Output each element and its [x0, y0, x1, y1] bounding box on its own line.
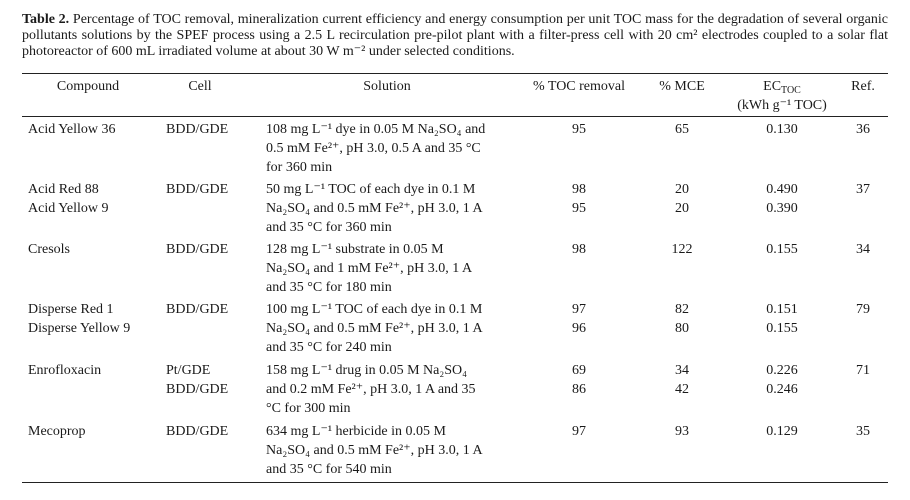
cell-type: BDD/GDE — [166, 424, 229, 439]
reference: 34 — [856, 242, 870, 257]
header-ref: Ref. — [851, 79, 875, 94]
mce: 82 — [675, 302, 689, 317]
solution-line: and 35 °C for 240 min — [266, 340, 392, 355]
header-toc-removal: % TOC removal — [532, 79, 626, 94]
solution-line: 0.5 mM Fe²⁺, pH 3.0, 0.5 A and 35 °C — [266, 141, 481, 156]
compound: Disperse Red 1 — [28, 302, 114, 317]
header-solution: Solution — [363, 79, 411, 94]
solution-line: °C for 300 min — [266, 401, 351, 416]
solution-line: Na₂SO₄ and 0.5 mM Fe²⁺, pH 3.0, 1 A — [266, 201, 483, 216]
solution-line: 108 mg L⁻¹ dye in 0.05 M Na₂SO₄ and — [266, 122, 486, 137]
ec-toc: 0.390 — [766, 201, 798, 216]
ec-toc: 0.490 — [766, 182, 798, 197]
header-rule — [22, 116, 888, 117]
solution-line: for 360 min — [266, 160, 333, 175]
toc-removal: 96 — [572, 321, 586, 336]
solution-line: and 35 °C for 360 min — [266, 220, 392, 235]
reference: 79 — [856, 302, 870, 317]
table-label: Table 2. — [22, 12, 70, 27]
mce: 122 — [671, 242, 693, 257]
toc-removal: 95 — [572, 201, 586, 216]
cell-type: BDD/GDE — [166, 122, 229, 137]
mce: 20 — [675, 182, 689, 197]
ec-toc: 0.129 — [766, 424, 798, 439]
reference: 71 — [856, 363, 870, 378]
compound: Acid Yellow 9 — [28, 201, 109, 216]
reference: 35 — [856, 424, 870, 439]
cell-type: BDD/GDE — [166, 302, 229, 317]
top-rule — [22, 73, 888, 74]
mce: 65 — [675, 122, 689, 137]
table-caption — [22, 12, 888, 60]
solution-line: 128 mg L⁻¹ substrate in 0.05 M — [266, 242, 444, 257]
cell-type: BDD/GDE — [166, 382, 229, 397]
header-compound: Compound — [56, 79, 120, 94]
compound: Disperse Yellow 9 — [28, 321, 131, 336]
toc-removal: 98 — [572, 182, 586, 197]
caption-text: Percentage of TOC removal, mineralization current efficiency and energy consumption per unit TOC mass for the degradation of several organic pollutants solutions by the SPEF process using a 2.5 L recirculation pre-pilot plant with a filter-press cell with 20 cm² electrodes coupled to a solar flat photoreactor of 600 mL irradiated volume at about 30 W m⁻² under selected conditions. — [22, 12, 888, 59]
header-mce: % MCE — [659, 79, 705, 94]
solution-line: and 35 °C for 180 min — [266, 280, 392, 295]
solution-line: Na₂SO₄ and 0.5 mM Fe²⁺, pH 3.0, 1 A — [266, 443, 483, 458]
ec-toc: 0.151 — [766, 302, 798, 317]
solution-line: 100 mg L⁻¹ TOC of each dye in 0.1 M — [266, 302, 483, 317]
cell-type: Pt/GDE — [166, 363, 211, 378]
mce: 93 — [675, 424, 689, 439]
header-ec-main: EC — [763, 79, 782, 94]
solution-line: 158 mg L⁻¹ drug in 0.05 M Na₂SO₄ — [266, 363, 468, 378]
solution-line: 50 mg L⁻¹ TOC of each dye in 0.1 M — [266, 182, 476, 197]
toc-removal: 95 — [572, 122, 586, 137]
solution-line: Na₂SO₄ and 1 mM Fe²⁺, pH 3.0, 1 A — [266, 261, 473, 276]
solution-line: and 35 °C for 540 min — [266, 462, 392, 477]
ec-toc: 0.246 — [766, 382, 798, 397]
toc-removal: 69 — [572, 363, 586, 378]
ec-toc: 0.155 — [766, 321, 798, 336]
header-ec-sub: TOC — [781, 85, 801, 96]
mce: 80 — [675, 321, 689, 336]
compound: Mecoprop — [28, 424, 86, 439]
solution-line: Na₂SO₄ and 0.5 mM Fe²⁺, pH 3.0, 1 A — [266, 321, 483, 336]
solution-line: 634 mg L⁻¹ herbicide in 0.05 M — [266, 424, 446, 439]
mce: 34 — [675, 363, 689, 378]
toc-removal: 97 — [572, 302, 586, 317]
cell-type: BDD/GDE — [166, 182, 229, 197]
reference: 36 — [856, 122, 870, 137]
header-ec — [728, 77, 836, 96]
ec-toc: 0.226 — [766, 363, 798, 378]
mce: 20 — [675, 201, 689, 216]
compound: Acid Red 88 — [28, 182, 99, 197]
mce: 42 — [675, 382, 689, 397]
toc-removal: 97 — [572, 424, 586, 439]
toc-removal: 98 — [572, 242, 586, 257]
compound: Enrofloxacin — [28, 363, 102, 378]
header-ec-unit: (kWh g⁻¹ TOC) — [737, 98, 827, 113]
ec-toc: 0.155 — [766, 242, 798, 257]
bottom-rule — [22, 482, 888, 483]
header-cell: Cell — [188, 79, 212, 94]
cell-type: BDD/GDE — [166, 242, 229, 257]
toc-removal: 86 — [572, 382, 586, 397]
compound: Cresols — [28, 242, 70, 257]
ec-toc: 0.130 — [766, 122, 798, 137]
compound: Acid Yellow 36 — [28, 122, 116, 137]
solution-line: and 0.2 mM Fe²⁺, pH 3.0, 1 A and 35 — [266, 382, 476, 397]
reference: 37 — [856, 182, 870, 197]
